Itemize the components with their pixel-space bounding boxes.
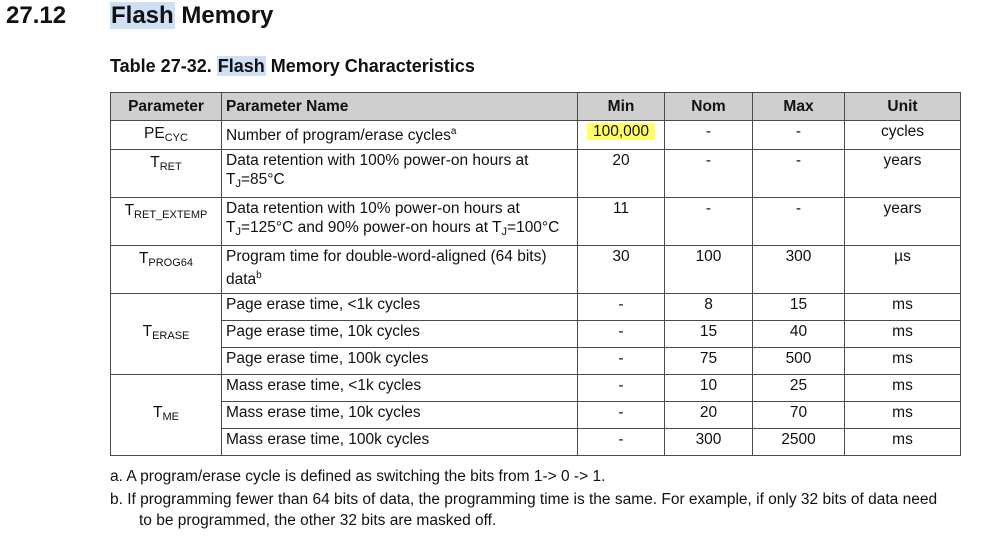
unit-value: ms <box>845 429 961 456</box>
header-nom: Nom <box>665 93 753 121</box>
footnote-b: b. If programming fewer than 64 bits of data, the programming time is the same. For example, if only 32 bits of data need to be programmed, the other 32 bits are masked off. <box>110 491 938 529</box>
max-value: - <box>753 150 845 198</box>
header-parameter-name: Parameter Name <box>222 93 578 121</box>
nom-value: 15 <box>665 321 753 348</box>
max-value: 500 <box>753 348 845 375</box>
nom-value: 75 <box>665 348 753 375</box>
nom-value: - <box>665 121 753 150</box>
max-value: 300 <box>753 246 845 294</box>
footnote-a: a. A program/erase cycle is defined as switching the bits from 1-> 0 -> 1. <box>110 468 606 485</box>
unit-value: years <box>845 198 961 246</box>
table-row <box>111 348 961 375</box>
header-parameter: Parameter <box>111 93 222 121</box>
min-value: - <box>578 321 665 348</box>
unit-value: cycles <box>845 121 961 150</box>
search-highlight: Flash <box>217 56 265 76</box>
max-value: 15 <box>753 294 845 321</box>
flash-characteristics-table <box>110 92 961 456</box>
param-symbol: $T_{RET\_EXTEMP}$ <box>111 198 222 246</box>
param-name: Mass erase time, 100k cycles <box>222 429 578 456</box>
unit-value: ms <box>845 402 961 429</box>
table-title <box>110 56 475 77</box>
unit-value: years <box>845 150 961 198</box>
table-row <box>111 246 961 294</box>
param-symbol: $T_{ERASE}$ <box>111 294 222 375</box>
section-number: 27.12 <box>6 2 67 29</box>
min-value: - <box>578 294 665 321</box>
param-name: Number of program/erase cycles$^a$ <box>222 121 578 150</box>
min-value: - <box>578 429 665 456</box>
nom-value: - <box>665 198 753 246</box>
param-symbol: $T_{PROG64}$ <box>111 246 222 294</box>
min-value: 11 <box>578 198 665 246</box>
param-name: Page erase time, <1k cycles <box>222 294 578 321</box>
nom-value: 20 <box>665 402 753 429</box>
table-row <box>111 121 961 150</box>
max-value: - <box>753 198 845 246</box>
search-highlight: 100,000 <box>587 123 655 140</box>
max-value: 2500 <box>753 429 845 456</box>
unit-value: ms <box>845 375 961 402</box>
nom-value: 8 <box>665 294 753 321</box>
header-min: Min <box>578 93 665 121</box>
param-symbol: $T_{ME}$ <box>111 375 222 456</box>
min-value <box>578 121 665 150</box>
max-value: 70 <box>753 402 845 429</box>
param-name: Data retention with 100% power-on hours at TJ=85°C <box>222 150 578 198</box>
table-row <box>111 198 961 246</box>
search-highlight: Flash <box>111 2 174 29</box>
min-value: 20 <box>578 150 665 198</box>
max-value: 25 <box>753 375 845 402</box>
unit-value: ms <box>845 294 961 321</box>
param-name: Mass erase time, <1k cycles <box>222 375 578 402</box>
min-value: - <box>578 375 665 402</box>
table-row <box>111 294 961 321</box>
table-row <box>111 402 961 429</box>
table-row <box>111 321 961 348</box>
param-name: Page erase time, 100k cycles <box>222 348 578 375</box>
table-title-prefix: Table 27-32. <box>110 56 217 76</box>
param-name: Program time for double-word-aligned (64 bits) data$^b$ <box>222 246 578 294</box>
table-row <box>111 429 961 456</box>
max-value: - <box>753 121 845 150</box>
nom-value: 100 <box>665 246 753 294</box>
table-row <box>111 375 961 402</box>
param-symbol: $T_{RET}$ <box>111 150 222 198</box>
unit-value: µs <box>845 246 961 294</box>
nom-value: 10 <box>665 375 753 402</box>
param-symbol: $PE_{CYC}$ <box>111 121 222 150</box>
nom-value: - <box>665 150 753 198</box>
table-header-row <box>111 93 961 121</box>
max-value: 40 <box>753 321 845 348</box>
min-value: - <box>578 402 665 429</box>
section-title <box>110 2 273 30</box>
min-value: 30 <box>578 246 665 294</box>
param-name: Data retention with 10% power-on hours at TJ=125°C and 90% power-on hours at TJ=100°C <box>222 198 578 246</box>
header-max: Max <box>753 93 845 121</box>
table-row <box>111 150 961 198</box>
table-title-rest: Memory Characteristics <box>265 56 475 76</box>
unit-value: ms <box>845 348 961 375</box>
unit-value: ms <box>845 321 961 348</box>
param-name: Page erase time, 10k cycles <box>222 321 578 348</box>
min-value: - <box>578 348 665 375</box>
section-title-rest: Memory <box>174 2 274 29</box>
nom-value: 300 <box>665 429 753 456</box>
param-name: Mass erase time, 10k cycles <box>222 402 578 429</box>
header-unit: Unit <box>845 93 961 121</box>
